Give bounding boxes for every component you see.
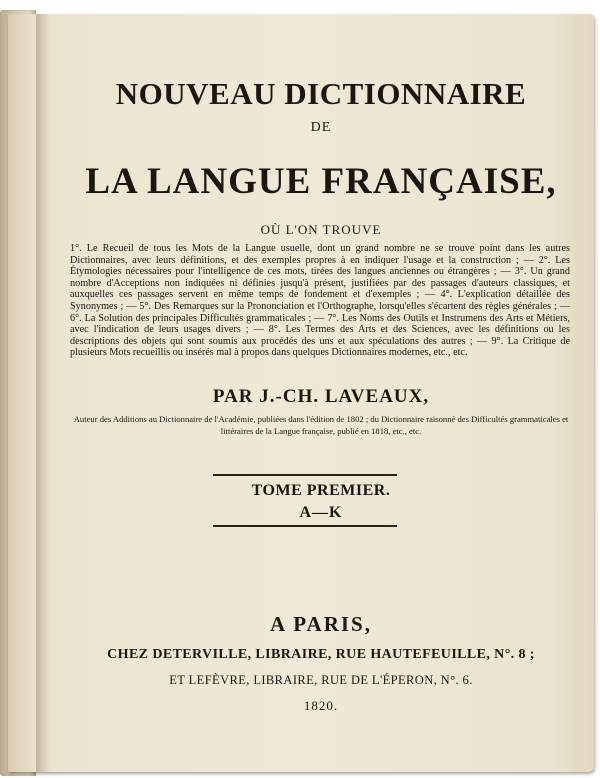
title-line-2: DE [310,120,332,135]
volume-title: TOME PREMIER. [251,482,391,499]
title-line-3: LA LANGUE FRANÇAISE, [85,161,557,202]
imprint-publisher-2: ET LEFÈVRE, LIBRAIRE, RUE DE L'ÉPERON, N°. 6. [169,673,473,687]
title-line-1: NOUVEAU DICTIONNAIRE [115,76,527,111]
imprint-city: A PARIS, [270,612,372,636]
volume-rule-top [213,474,397,476]
imprint-year: 1820. [303,698,339,713]
imprint-publisher-1: CHEZ DETERVILLE, LIBRAIRE, RUE HAUTEFEUILLE, N°. 8 ; [107,647,535,662]
volume-rule-bottom [213,525,397,527]
title-page-content [52,14,590,772]
page-gutter [36,14,50,772]
volume-range: A—K [299,504,343,521]
subtitle: OÙ L'ON TROUVE [260,222,382,237]
author-name: PAR J.-CH. LAVEAUX, [212,386,430,407]
contents-paragraph: 1°. Le Recueil de tous les Mots de la Langue usuelle, dont un grand nombre ne se trouve point dans les autres Dictionnaires, avec leurs définitions, et des exemples propres à en indiquer l'usage et la construction ; — 2°. Les Étymologies nécessaires pour l'intelligence de ces mots, tirées des langues anciennes ou étrangères ; — 3°. Un grand nombre d'Acceptions non indiquées ni définies jusqu'à présent, justifiées par des passages d'auteurs classiques, et auxquelles ces passages servent en même temps de fondement et d'exemples ; — 4°. L'explication détaillée des Synonymes ; — 5°. Des Remarques sur la Prononciation et l'Orthographe, lorsqu'elles s'écartent des règles générales ; — 6°. La Solution des principales Difficultés grammaticales ; — 7°. Les Noms des Outils et Instrumens des Arts et Métiers, avec l'indication de leurs usages divers ; — 8°. Les Termes des Arts et des Sciences, avec les définitions ou les descriptions des objets qui sont soumis aux procédés des uns et aux spéculations des autres ; — 9°. La Critique de plusieurs Mots recueillis ou insérés mal à propos dans quelques Dictionnaires modernes, etc., etc. [70,243,570,359]
author-description: Auteur des Additions au Dictionnaire de l'Académie, publiées dans l'édition de 1802 ; du Dictionnaire raisonné des Difficultés grammaticales et littéraires de la Langue française, publié en 1818, etc., etc. [73,414,569,436]
